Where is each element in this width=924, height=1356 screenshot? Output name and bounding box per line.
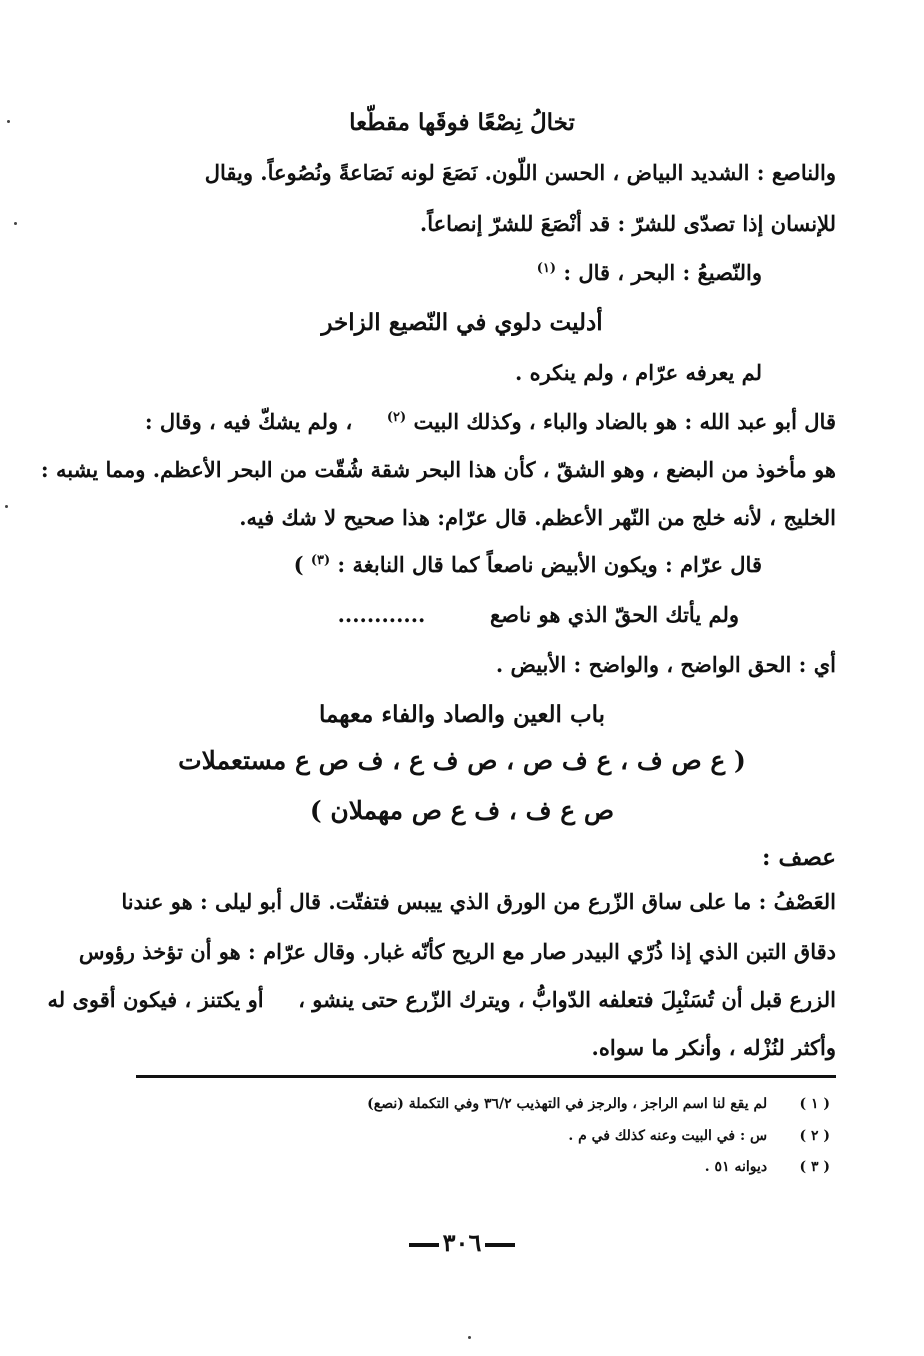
body-text: ، ولم يشكّ فيه ، وقال : (144, 409, 353, 434)
body-text: قال عرّام : ويكون الأبيض ناصعاً كما قال النابغة : (337, 552, 762, 577)
scan-speck (468, 1336, 471, 1339)
permutations-line-2 (0, 796, 924, 826)
footnote-2 (568, 1126, 830, 1146)
body-text: أو يكتنز ، فيكون أقوى له (47, 987, 264, 1012)
body-text: دقاق التبن الذي إذا ذُرّي البيدر صار مع الريح كأنّه غبار. وقال عرّام : هو أن تؤخذ رؤوس (78, 939, 836, 964)
body-line (515, 358, 762, 388)
footnote-marker-3: (٣) (310, 553, 331, 568)
body-line (48, 985, 837, 1015)
page-number-dash (485, 1243, 515, 1247)
body-line (294, 550, 762, 580)
entry-head (762, 843, 836, 873)
body-text: والنّصيعُ : البحر ، قال : (563, 260, 762, 285)
body-line (239, 503, 836, 533)
section-title (0, 700, 924, 730)
body-text: هو مأخوذ من البضع ، وهو الشقّ ، كأن هذا البحر شقة شُقّت من البحر الأعظم. ومما يشبه : (40, 457, 836, 482)
page-number (0, 1228, 924, 1257)
body-text: أي : الحق الواضح ، والواضح : الأبيض . (495, 652, 836, 677)
footnote-3 (705, 1157, 830, 1177)
footnote-number: ( ٣ ) (799, 1159, 830, 1175)
body-line (592, 1033, 836, 1063)
page-number-text: ٣٠٦ (442, 1228, 482, 1257)
footnote-marker-2: (٢) (386, 410, 407, 425)
verse-text: أدليت دلوي في النّصيع الزاخر (321, 309, 603, 336)
footnote-divider (136, 1075, 836, 1078)
body-text: العَصْفُ : ما على ساق الزّرع من الورق الذي ييبس فتفتّت. قال أبو ليلى : هو عندنا (121, 889, 836, 914)
section-title-text: باب العين والصاد والفاء معهما (318, 701, 606, 728)
verse-line-1 (0, 108, 924, 138)
page-number-dash (409, 1243, 439, 1247)
footnote-marker-1: (١) (536, 261, 556, 276)
paren: ) (293, 552, 304, 577)
body-text: قال أبو عبد الله : هو بالضاد والباء ، وكذلك البيت (413, 409, 836, 434)
body-text: للإنسان إذا تصدّى للشرّ : قد أنْصَعَ للشرّ إنصاعاً. (419, 211, 836, 236)
body-text: الخليج ، لأنه خلج من النّهر الأعظم. قال عرّام: هذا صحيح لا شك فيه. (239, 505, 836, 530)
verse-line-3 (338, 600, 739, 630)
verse-line-2 (0, 308, 924, 338)
footnote-1 (367, 1094, 830, 1114)
body-line (145, 407, 836, 437)
footnote-number: ( ١ ) (799, 1096, 830, 1112)
body-line (79, 937, 836, 967)
footnote-number: ( ٢ ) (799, 1128, 830, 1144)
scan-speck (5, 505, 8, 508)
permutations-text: ص ع ف ، ف ع ص مهملان ) (309, 796, 615, 825)
body-text: وأكثر لنُزْله ، وأنكر ما سواه. (591, 1035, 836, 1060)
entry-head-text: عصف : (762, 844, 836, 871)
footnote-text: لم يقع لنا اسم الراجز ، والرجز في التهذيب ٣٦/٢ وفي التكملة (نصع) (367, 1096, 768, 1112)
verse-text: تخالُ نِصْعًا فوقَها مقطّعا (349, 109, 575, 136)
scan-speck (7, 120, 10, 123)
body-line (496, 650, 836, 680)
body-line (205, 158, 836, 188)
verse-text: ولم يأتك الحقّ الذي هو ناصع (489, 602, 739, 627)
body-line (121, 887, 836, 917)
permutations-line-1 (0, 746, 924, 776)
footnote-text: ديوانه ٥١ . (704, 1159, 768, 1175)
ellipsis: ............ (337, 602, 426, 627)
body-line (537, 258, 762, 288)
body-text: الزرع قبل أن تُسَنْبِلَ فتعلفه الدّوابُّ ، ويترك الزّرع حتى ينشو ، (298, 987, 836, 1012)
permutations-text: ( ع ص ف ، ع ف ص ، ص ف ع ، ف ص ع مستعملات (178, 746, 746, 775)
body-line (41, 455, 836, 485)
body-text: والناصع : الشديد البياض ، الحسن اللّون. نَصَعَ لونه نَصَاعةً ونُصُوعاً. ويقال (204, 160, 836, 185)
body-text: لم يعرفه عرّام ، ولم ينكره . (514, 360, 762, 385)
scan-speck (14, 222, 17, 225)
footnote-text: س : في البيت وعنه كذلك في م . (568, 1128, 768, 1144)
body-line (420, 209, 836, 239)
